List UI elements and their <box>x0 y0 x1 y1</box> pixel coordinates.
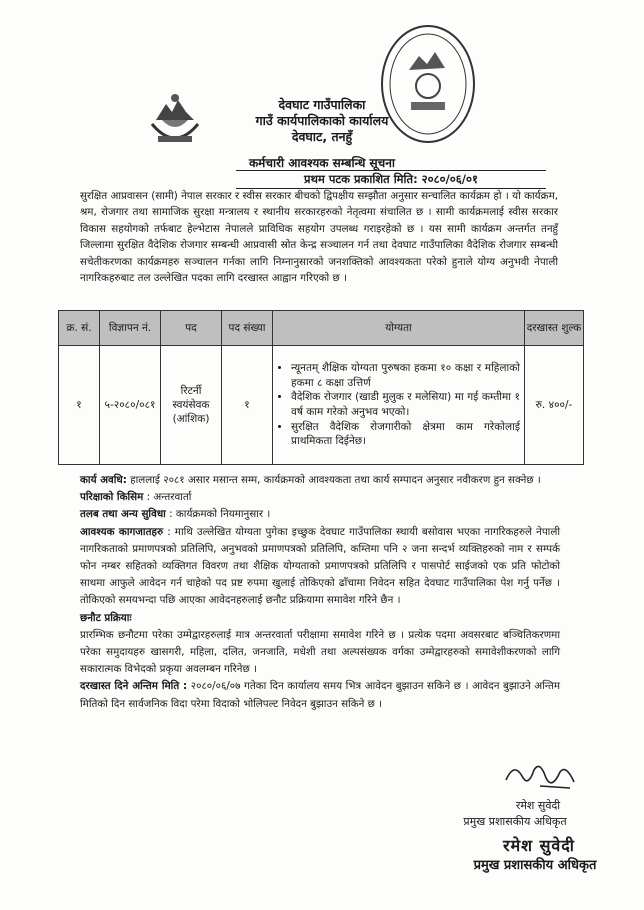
exam-section <box>80 489 560 506</box>
cell-count: १ <box>222 346 273 465</box>
municipality-name: देवघाट गाउँपालिका <box>278 97 366 112</box>
published-date: प्रथम पटक प्रकाशित मिति: २०८०/०६/०१ <box>236 170 546 189</box>
notice-details <box>80 472 560 713</box>
qualification-list <box>277 361 520 449</box>
exam-text: : अन्तरवार्ता <box>146 491 192 504</box>
deadline-label: दरखास्त दिने अन्तिम मिति : <box>80 680 188 693</box>
table-header-row <box>59 311 584 346</box>
duration-label: कार्य अवधि: <box>80 474 127 486</box>
office-name: गाउँ कार्यपालिकाको कार्यालय <box>255 113 389 128</box>
signatory-designation: प्रमुख प्रशासकीय अधिकृत <box>463 815 567 828</box>
cell-post: रिटर्नी स्वयंसेवक (आंशिक) <box>161 346 222 465</box>
salary-label: तलब तथा अन्य सुविधा <box>80 508 166 521</box>
office-address: देवघाट, तनहुँ <box>291 129 353 144</box>
cell-adno: ५-२०८०/०८१ <box>100 346 161 465</box>
exam-label: परिक्षाको किसिम <box>80 491 144 504</box>
header-adno: विज्ञापन नं. <box>100 311 161 346</box>
cell-fee: रु. ४००/- <box>525 346 584 465</box>
docs-text: : माथि उल्लेखित योग्यता पुगेका इच्छुक देवघाट गाउँपालिका स्थायी बसोवास भएका नागरिकहरुले नेपाली नागरिकताको प्रमाणपत्रको प्रतिलिपि, अनुभवको प्रमाणपत्रको प्रतिलिपि, कम्तिमा पनि २ जना सन्दर्भ व्यक्तिहरुको नाम र सम्पर्क फोन नम्बर सहितको व्यक्तिगत विवरण तथा शैक्षिक योग्यताको प्रमाणपत्रको प्रतिलिपि र पासपोर्ट साईजको एक प्रति फोटोको साथमा आफुले आवेदन गर्न चाहेको पद प्रष्ट रुपमा खुलाई तोकिएको ढाँचामा निवेदन सहित देवघाट गाउँपालिका पेश गर्नु पर्नेछ । तोकिएको समयभन्दा पछि आएका आवेदनहरुलाई छनौट प्रक्रियामा समावेश गरिने छैन । <box>80 525 560 607</box>
selection-label: छनौट प्रक्रियाः <box>80 611 132 624</box>
selection-section <box>80 610 560 627</box>
notice-title: कर्मचारी आवश्यक सम्बन्धि सूचना <box>248 156 396 170</box>
duration-section <box>80 472 560 489</box>
vacancy-table <box>58 310 584 465</box>
intro-paragraph: सुरक्षित आप्रवासन (सामी) नेपाल सरकार र स्वीस सरकार बीचको द्विपक्षीय सम्झौता अनुसार सन्चालित कार्यक्रम हो । यो कार्यक्रम, श्रम, रोजगार तथा सामाजिक सुरक्षा मन्त्रालय र स्थानीय सरकारहरुको नेतृत्वमा संचालित छ । सामी कार्यक्रमलाई स्वीस सरकार विकास सहयोगको तर्फबाट हेल्भेटास नेपालले प्राविधिक सहयोग उपलब्ध गराइरहेको छ । यस सामी कार्यक्रम अन्तर्गत तनहुँ जिल्लामा सुरक्षित वैदेशिक रोजगार सम्बन्धी आप्रवासी स्रोत केन्द्र सञ्चालन गर्न तथा देवघाट गाउँपालिका वैदेशिक रोजगार सम्बन्धी सचेतीकरणका कार्यक्रमहरु सञ्चालन गर्नका लागि निम्नानुसारको जनशक्तिको आवश्यकता परेको हुनाले योग्य अनुभवी नेपाली नागरिकहरुबाट तल उल्लेखित पदका लागि दरखास्त आह्वान गरिएको छ । <box>80 190 558 285</box>
header-sn: क्र. सं. <box>59 311 100 346</box>
selection-text: प्रारम्भिक छनौटमा परेका उम्मेद्वारहरुलाई मात्र अन्तरवार्ता परीक्षामा समावेश गरिने छ । प्रत्येक पदमा अवसरबाट बञ्चितिकरणमा परेका समुदायहरु खासगरी, महिला, दलित, जनजाति, मधेशी तथा अल्पसंख्यक वर्गका उम्मेद्वारहरुको समावेशीकरणको लागि सकारात्मक विभेदको प्रकृया अवलम्बन गरिनेछ । <box>80 628 560 676</box>
qualification-item: • न्यूनतम् शैक्षिक योग्यता पुरुषका हकमा १० कक्षा र महिलाको हकमा ८ कक्षा उत्तिर्ण <box>291 361 520 390</box>
salary-text: : कार्यक्रमको नियमानुसार । <box>169 508 271 521</box>
deadline-text: २०८०/०६/०७ गतेका दिन कार्यालय समय भित्र आवेदन बुझाउन सकिने छ । आवेदन बुझाउने अन्तिम मितिको दिन सार्वजनिक विदा परेमा विदाको भोलिपल्ट निवेदन बुझाउन सकिने छ । <box>80 680 560 710</box>
signature-icon <box>500 758 584 794</box>
salary-section <box>80 506 560 523</box>
docs-label: आवश्यक कागजातहरु <box>80 525 164 538</box>
qualification-item: • वैदेशिक रोजगार (खाडी मुलुक र मलेसिया) मा गई कम्तीमा १ वर्ष काम गरेको अनुभव भएको। <box>291 390 520 419</box>
duration-text: हाललाई २०८१ असार मसान्त सम्म, कार्यक्रमको आवश्यकता तथा कार्य सम्पादन अनुसार नवीकरण हुन सक्नेछ । <box>130 474 541 486</box>
header-count: पद संख्या <box>222 311 273 346</box>
qualification-item: • सुरक्षित वैदेशिक रोजगारीको क्षेत्रमा काम गरेकोलाई प्राथमिकता दिईनेछ। <box>291 420 520 449</box>
docs-section <box>80 524 560 610</box>
stamp-designation: प्रमुख प्रशासकीय अधिकृत <box>473 858 597 873</box>
stamp-name: रमेश सुवेदी <box>503 836 575 855</box>
cell-qualification <box>273 346 525 465</box>
header-qualification: योग्यता <box>273 311 525 346</box>
header-post: पद <box>161 311 222 346</box>
deadline-section <box>80 678 560 712</box>
signatory-name: रमेश सुवेदी <box>515 799 561 812</box>
table-row <box>59 346 584 465</box>
header-fee: दरखास्त शुल्क <box>525 311 584 346</box>
cell-sn: १ <box>59 346 100 465</box>
